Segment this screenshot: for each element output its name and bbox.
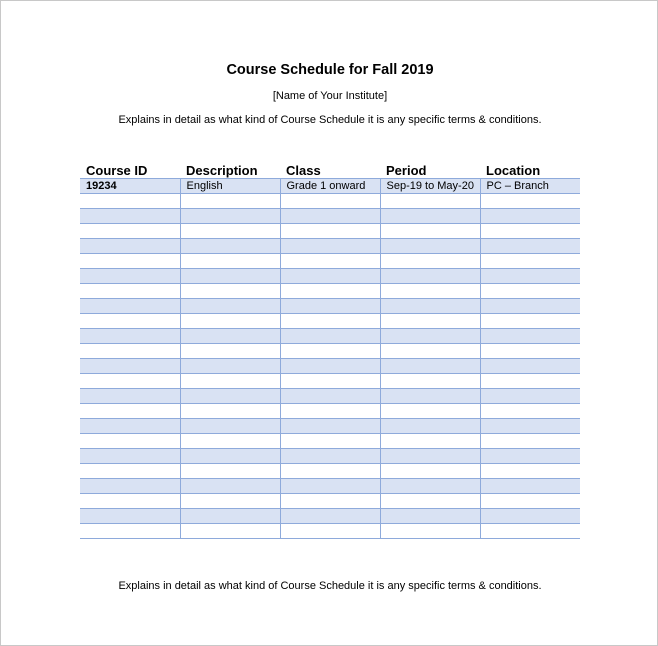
table-cell[interactable] bbox=[180, 329, 280, 344]
table-cell[interactable] bbox=[480, 284, 580, 299]
table-cell[interactable] bbox=[480, 524, 580, 539]
table-cell[interactable] bbox=[280, 239, 380, 254]
table-cell[interactable] bbox=[280, 509, 380, 524]
table-cell[interactable] bbox=[180, 299, 280, 314]
description-top: Explains in detail as what kind of Course Schedule it is any specific terms & conditions. bbox=[118, 114, 542, 126]
course-schedule-table bbox=[80, 161, 580, 539]
table-cell[interactable] bbox=[480, 314, 580, 329]
table-cell[interactable] bbox=[380, 299, 480, 314]
table-cell[interactable] bbox=[480, 344, 580, 359]
table-cell[interactable] bbox=[80, 479, 180, 494]
table-row bbox=[80, 479, 580, 494]
header-description: Description bbox=[180, 161, 280, 179]
table-cell[interactable] bbox=[80, 209, 180, 224]
table-row bbox=[80, 434, 580, 449]
table-cell[interactable] bbox=[80, 224, 180, 239]
table-cell[interactable] bbox=[180, 239, 280, 254]
table-cell[interactable] bbox=[180, 344, 280, 359]
table-cell[interactable] bbox=[280, 464, 380, 479]
table-cell[interactable] bbox=[80, 299, 180, 314]
table-cell[interactable] bbox=[280, 479, 380, 494]
header-course-id: Course ID bbox=[80, 161, 180, 179]
table-cell[interactable] bbox=[280, 524, 380, 539]
table-cell[interactable] bbox=[180, 254, 280, 269]
table-cell[interactable] bbox=[180, 209, 280, 224]
table-cell[interactable] bbox=[480, 299, 580, 314]
table-cell[interactable] bbox=[180, 509, 280, 524]
table-cell[interactable] bbox=[480, 329, 580, 344]
table-row bbox=[80, 344, 580, 359]
table-cell[interactable] bbox=[480, 254, 580, 269]
table-cell[interactable] bbox=[180, 224, 280, 239]
table-cell[interactable] bbox=[280, 329, 380, 344]
table-cell[interactable] bbox=[280, 494, 380, 509]
table-cell[interactable] bbox=[180, 404, 280, 419]
table-cell[interactable] bbox=[280, 284, 380, 299]
table-cell[interactable] bbox=[80, 239, 180, 254]
table-cell[interactable]: Grade 1 onward bbox=[280, 179, 380, 194]
table-row bbox=[80, 464, 580, 479]
header-location: Location bbox=[480, 161, 580, 179]
table-cell[interactable] bbox=[280, 344, 380, 359]
table-cell[interactable] bbox=[380, 524, 480, 539]
institute-name-placeholder[interactable]: [Name of Your Institute] bbox=[272, 90, 388, 102]
table-cell[interactable] bbox=[480, 509, 580, 524]
table-cell[interactable] bbox=[80, 389, 180, 404]
table-cell[interactable] bbox=[480, 404, 580, 419]
table-cell[interactable] bbox=[80, 404, 180, 419]
table-cell[interactable] bbox=[380, 464, 480, 479]
table-cell[interactable] bbox=[180, 359, 280, 374]
table-cell[interactable] bbox=[380, 284, 480, 299]
table-cell[interactable] bbox=[480, 269, 580, 284]
table-cell[interactable] bbox=[180, 464, 280, 479]
table-cell[interactable] bbox=[280, 389, 380, 404]
table-cell[interactable] bbox=[380, 494, 480, 509]
table-row bbox=[80, 194, 580, 209]
table-cell[interactable] bbox=[480, 194, 580, 209]
table-row bbox=[80, 284, 580, 299]
table-cell[interactable] bbox=[180, 494, 280, 509]
table-row bbox=[80, 449, 580, 464]
table-cell[interactable]: Sep-19 to May-20 bbox=[380, 179, 480, 194]
table-cell[interactable] bbox=[280, 299, 380, 314]
table-row bbox=[80, 299, 580, 314]
table-cell[interactable] bbox=[480, 389, 580, 404]
table-cell[interactable] bbox=[480, 239, 580, 254]
table-cell[interactable] bbox=[80, 284, 180, 299]
table-cell[interactable] bbox=[180, 419, 280, 434]
table-body bbox=[80, 179, 580, 539]
table-row bbox=[80, 509, 580, 524]
table-cell[interactable] bbox=[480, 494, 580, 509]
table-header-row bbox=[80, 161, 580, 179]
table-cell[interactable] bbox=[180, 269, 280, 284]
table-cell[interactable] bbox=[280, 434, 380, 449]
table-cell[interactable] bbox=[80, 464, 180, 479]
table-cell[interactable] bbox=[80, 524, 180, 539]
table-cell[interactable] bbox=[80, 329, 180, 344]
table-cell[interactable] bbox=[180, 194, 280, 209]
table-cell[interactable] bbox=[280, 224, 380, 239]
table-cell[interactable] bbox=[380, 509, 480, 524]
table-cell[interactable] bbox=[80, 254, 180, 269]
table-row bbox=[80, 179, 580, 194]
table-cell[interactable] bbox=[480, 209, 580, 224]
table-row bbox=[80, 209, 580, 224]
header-class: Class bbox=[280, 161, 380, 179]
table-cell[interactable] bbox=[80, 449, 180, 464]
table-cell[interactable] bbox=[480, 359, 580, 374]
table-cell[interactable] bbox=[380, 419, 480, 434]
table-cell[interactable] bbox=[180, 434, 280, 449]
table-cell[interactable] bbox=[380, 434, 480, 449]
table-cell[interactable] bbox=[280, 314, 380, 329]
table-cell[interactable] bbox=[80, 344, 180, 359]
table-cell[interactable] bbox=[280, 269, 380, 284]
table-cell[interactable] bbox=[480, 479, 580, 494]
table-cell[interactable] bbox=[380, 239, 480, 254]
table-cell[interactable] bbox=[480, 419, 580, 434]
table-cell[interactable] bbox=[480, 449, 580, 464]
table-row bbox=[80, 329, 580, 344]
table-cell[interactable] bbox=[80, 314, 180, 329]
description-bottom: Explains in detail as what kind of Course Schedule it is any specific terms & conditions. bbox=[118, 580, 542, 592]
table-cell[interactable] bbox=[180, 314, 280, 329]
table-cell[interactable]: 19234 bbox=[80, 179, 180, 194]
table-row bbox=[80, 419, 580, 434]
table-row bbox=[80, 239, 580, 254]
table-cell[interactable] bbox=[180, 524, 280, 539]
table-cell[interactable] bbox=[80, 434, 180, 449]
table-cell[interactable] bbox=[280, 449, 380, 464]
table-cell[interactable] bbox=[380, 329, 480, 344]
table-cell[interactable] bbox=[380, 374, 480, 389]
table-cell[interactable] bbox=[180, 284, 280, 299]
table-cell[interactable] bbox=[480, 224, 580, 239]
table-cell[interactable] bbox=[80, 494, 180, 509]
table-cell[interactable] bbox=[80, 509, 180, 524]
table-row bbox=[80, 389, 580, 404]
table-cell[interactable] bbox=[480, 464, 580, 479]
table-cell[interactable] bbox=[380, 359, 480, 374]
header-period: Period bbox=[380, 161, 480, 179]
table-cell[interactable] bbox=[380, 269, 480, 284]
table-cell[interactable] bbox=[280, 209, 380, 224]
table-cell[interactable] bbox=[280, 359, 380, 374]
table-cell[interactable]: English bbox=[180, 179, 280, 194]
table-cell[interactable] bbox=[180, 479, 280, 494]
table-row bbox=[80, 524, 580, 539]
table-cell[interactable] bbox=[280, 194, 380, 209]
table-cell[interactable] bbox=[380, 254, 480, 269]
table-cell[interactable] bbox=[380, 389, 480, 404]
table-row bbox=[80, 404, 580, 419]
table-cell[interactable] bbox=[280, 419, 380, 434]
table-row bbox=[80, 374, 580, 389]
table-cell[interactable] bbox=[380, 224, 480, 239]
table-cell[interactable] bbox=[80, 374, 180, 389]
table-cell[interactable] bbox=[480, 434, 580, 449]
table-cell[interactable] bbox=[280, 404, 380, 419]
table-row bbox=[80, 254, 580, 269]
table-row bbox=[80, 359, 580, 374]
table-row bbox=[80, 314, 580, 329]
table-cell[interactable] bbox=[380, 314, 480, 329]
table-cell[interactable] bbox=[280, 254, 380, 269]
table-cell[interactable] bbox=[380, 449, 480, 464]
table-cell[interactable] bbox=[380, 404, 480, 419]
table-cell[interactable] bbox=[80, 419, 180, 434]
table-cell[interactable] bbox=[80, 194, 180, 209]
table-cell[interactable] bbox=[380, 479, 480, 494]
table-cell[interactable] bbox=[180, 449, 280, 464]
table-cell[interactable] bbox=[380, 209, 480, 224]
document-title: Course Schedule for Fall 2019 bbox=[226, 62, 434, 78]
table-row bbox=[80, 269, 580, 284]
table-cell[interactable] bbox=[180, 389, 280, 404]
table-cell[interactable] bbox=[80, 269, 180, 284]
table-row bbox=[80, 494, 580, 509]
table-cell[interactable]: PC – Branch bbox=[480, 179, 580, 194]
table-cell[interactable] bbox=[380, 344, 480, 359]
table-cell[interactable] bbox=[380, 194, 480, 209]
table-cell[interactable] bbox=[480, 374, 580, 389]
table-cell[interactable] bbox=[80, 359, 180, 374]
table-cell[interactable] bbox=[280, 374, 380, 389]
table-row bbox=[80, 224, 580, 239]
table-cell[interactable] bbox=[180, 374, 280, 389]
